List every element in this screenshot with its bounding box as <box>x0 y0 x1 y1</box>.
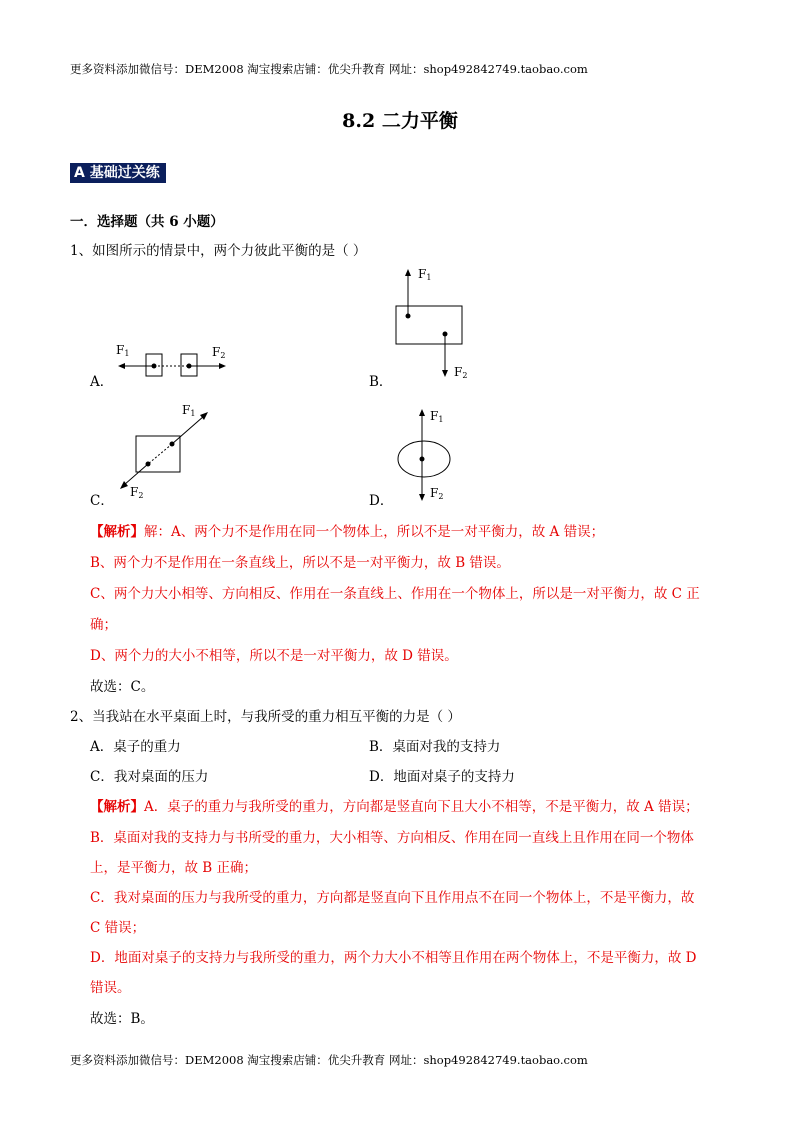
q1-analysis-line-5: D、两个力的大小不相等，所以不是一对平衡力，故 D 错误。 <box>90 648 458 664</box>
figure-a-arrow-f2 <box>219 363 226 369</box>
q2-analysis-line-3: 上，是平衡力，故 B 正确； <box>90 860 258 876</box>
figure-d-arrow-f2 <box>419 494 425 501</box>
figure-c-label-f2: F2 <box>130 485 144 500</box>
q1-option-a-label: A． <box>90 374 114 390</box>
section-badge: A 基础过关练 <box>70 163 166 183</box>
q1-analysis-line-4: 确； <box>90 617 117 633</box>
figure-d <box>390 404 470 504</box>
q2-option-b: B．桌面对我的支持力 <box>369 739 501 755</box>
figure-b-block <box>396 306 462 344</box>
figure-a-label-f1: F1 <box>116 343 130 358</box>
figure-a-arrow-f1 <box>118 363 125 369</box>
figure-a <box>110 340 240 385</box>
part-heading: 一．选择题（共 6 小题） <box>70 214 224 230</box>
q2-analysis-line-2: B．桌面对我的支持力与书所受的重力，大小相等、方向相反、作用在同一直线上且作用在同一个物体 <box>90 830 694 846</box>
q1-option-d-label: D． <box>369 493 394 509</box>
q1-stem: 1、如图所示的情景中，两个力彼此平衡的是（ ） <box>70 243 367 259</box>
figure-d-label-f2: F2 <box>430 486 444 501</box>
page-footer: 更多资料添加微信号：DEM2008 淘宝搜索店铺：优尖升教育 网址：shop492842749.taobao.com <box>70 1053 588 1067</box>
q1-option-c-label: C． <box>90 493 114 509</box>
figure-d-arrow-f1 <box>419 409 425 416</box>
figure-a-label-f2: F2 <box>212 345 226 360</box>
figure-c <box>110 400 220 505</box>
q2-analysis-line-5: C 错误； <box>90 920 146 936</box>
figure-c-block <box>136 436 180 472</box>
q1-analysis-line-1: 【解析】解：A、两个力不是作用在同一个物体上，所以不是一对平衡力，故 A 错误； <box>90 524 605 540</box>
page-header: 更多资料添加微信号：DEM2008 淘宝搜索店铺：优尖升教育 网址：shop492842749.taobao.com <box>70 62 588 76</box>
q2-analysis-line-4: C．我对桌面的压力与我所受的重力，方向都是竖直向下且作用点不在同一个物体上，不是平衡力，故 <box>90 890 695 906</box>
q1-analysis-line-2: B、两个力不是作用在一条直线上，所以不是一对平衡力，故 B 错误。 <box>90 555 510 571</box>
q1-option-b-label: B． <box>369 374 393 390</box>
figure-c-label-f1: F1 <box>182 403 196 418</box>
q2-option-d: D．地面对桌子的支持力 <box>369 769 515 785</box>
figure-d-label-f1: F1 <box>430 409 444 424</box>
figure-b-label-f2: F2 <box>454 365 468 380</box>
figure-b-label-f1: F1 <box>418 267 432 282</box>
q1-analysis-line-3: C、两个力大小相等、方向相反、作用在一条直线上、作用在一个物体上，所以是一对平衡力，故 C 正 <box>90 586 700 602</box>
q2-option-c: C．我对桌面的压力 <box>90 769 209 785</box>
q2-answer: 故选：B。 <box>90 1011 154 1027</box>
figure-b-arrow-f2 <box>442 370 448 377</box>
figure-b <box>390 264 480 384</box>
q1-answer: 故选：C。 <box>90 679 155 695</box>
q2-option-a: A．桌子的重力 <box>90 739 181 755</box>
page-title: 8.2 二力平衡 <box>342 110 458 132</box>
q2-stem: 2、当我站在水平桌面上时，与我所受的重力相互平衡的力是（ ） <box>70 709 461 725</box>
q2-analysis-line-7: 错误。 <box>90 980 131 996</box>
q2-analysis-line-6: D．地面对桌子的支持力与我所受的重力，两个力大小不相等且作用在两个物体上，不是平衡力，故 D <box>90 950 697 966</box>
q2-analysis-line-1: 【解析】A．桌子的重力与我所受的重力，方向都是竖直向下且大小不相等，不是平衡力，故 A 错误； <box>90 799 699 815</box>
figure-b-arrow-f1 <box>405 269 411 276</box>
